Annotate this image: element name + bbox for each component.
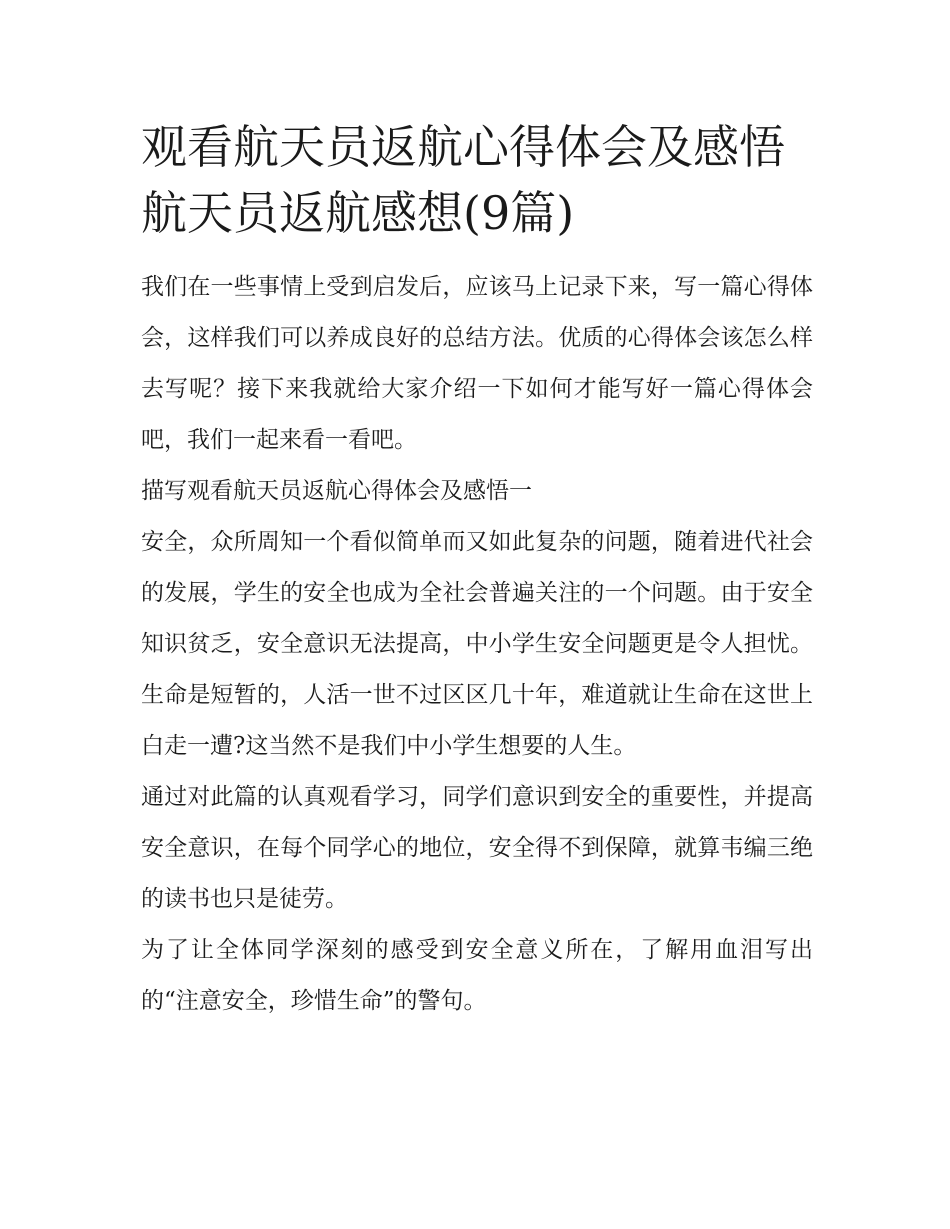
document-body [141,114,813,1027]
body-paragraph: 通过对此篇的认真观看学习，同学们意识到安全的重要性，并提高安全意识，在每个同学心的地位，安全得不到保障，就算韦编三绝的读书也只是徒劳。 [141,784,813,912]
document-title: 观看航天员返航心得体会及感悟 航天员返航感想(9篇) [141,120,785,240]
body-paragraph: 安全，众所周知一个看似简单而又如此复杂的问题，随着进代社会的发展，学生的安全也成为全社会普遍关注的一个问题。由于安全知识贫乏，安全意识无法提高，中小学生安全问题更是令人担忧。生命是短暂的，人活一世不过区区几十年，难道就让生命在这世上白走一遭?这当然不是我们中小学生想要的人生。 [141,529,813,759]
section-heading: 描写观看航天员返航心得体会及感悟一 [141,478,532,504]
body-paragraph: 为了让全体同学深刻的感受到安全意义所在，了解用血泪写出的“注意安全，珍惜生命”的警句。 [141,937,813,1014]
intro-paragraph: 我们在一些事情上受到启发后，应该马上记录下来，写一篇心得体会，这样我们可以养成良好的总结方法。优质的心得体会该怎么样去写呢？接下来我就给大家介绍一下如何才能写好一篇心得体会吧，我们一起来看一看吧。 [141,274,813,453]
